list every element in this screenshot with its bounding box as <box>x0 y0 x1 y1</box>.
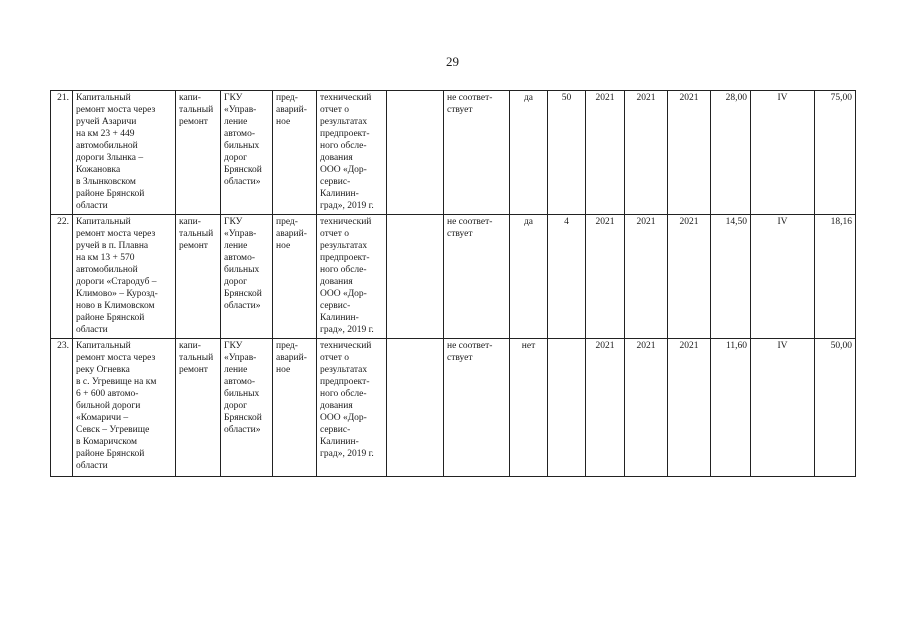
year-3: 2021 <box>668 215 711 339</box>
quantity: 50 <box>548 91 586 215</box>
table-row <box>51 339 856 477</box>
empty-cell <box>387 339 444 477</box>
object-description: Капитальный ремонт моста через реку Огневка в с. Угревище на км 6 + 600 автомо- бильной дороги «Комаричи – Севск – Угревище в Комаричском районе Брянской области <box>73 339 176 477</box>
bridge-repair-table <box>50 90 856 477</box>
flag: да <box>510 215 548 339</box>
flag: да <box>510 91 548 215</box>
row-number: 21. <box>51 91 73 215</box>
condition: пред- аварий- ное <box>273 91 317 215</box>
length: 28,00 <box>711 91 751 215</box>
row-number: 22. <box>51 215 73 339</box>
year-3: 2021 <box>668 91 711 215</box>
category: IV <box>751 91 815 215</box>
year-2: 2021 <box>625 91 668 215</box>
condition: пред- аварий- ное <box>273 215 317 339</box>
amount: 75,00 <box>815 91 856 215</box>
work-type: капи- тальный ремонт <box>176 215 221 339</box>
empty-cell <box>387 215 444 339</box>
customer: ГКУ «Управ- ление автомо- бильных дорог Брянской области» <box>221 339 273 477</box>
compliance: не соответ- ствует <box>444 339 510 477</box>
length: 11,60 <box>711 339 751 477</box>
work-type: капи- тальный ремонт <box>176 91 221 215</box>
year-1: 2021 <box>586 91 625 215</box>
row-number: 23. <box>51 339 73 477</box>
year-2: 2021 <box>625 215 668 339</box>
year-3: 2021 <box>668 339 711 477</box>
category: IV <box>751 339 815 477</box>
amount: 50,00 <box>815 339 856 477</box>
compliance: не соответ- ствует <box>444 215 510 339</box>
flag: нет <box>510 339 548 477</box>
compliance: не соответ- ствует <box>444 91 510 215</box>
customer: ГКУ «Управ- ление автомо- бильных дорог Брянской области» <box>221 91 273 215</box>
page-number: 29 <box>446 54 459 69</box>
year-1: 2021 <box>586 215 625 339</box>
length: 14,50 <box>711 215 751 339</box>
customer: ГКУ «Управ- ление автомо- бильных дорог Брянской области» <box>221 215 273 339</box>
year-2: 2021 <box>625 339 668 477</box>
quantity: 4 <box>548 215 586 339</box>
condition: пред- аварий- ное <box>273 339 317 477</box>
object-description: Капитальный ремонт моста через ручей в п. Плавна на км 13 + 570 автомобильной дороги «Стародуб – Климово» – Курозд- ново в Климовском районе Брянской области <box>73 215 176 339</box>
year-1: 2021 <box>586 339 625 477</box>
empty-cell <box>387 91 444 215</box>
category: IV <box>751 215 815 339</box>
table-row <box>51 91 856 215</box>
basis-document: технический отчет о результатах предпроект- ного обсле- дования ООО «Дор- сервис- Калинин- град», 2019 г. <box>317 91 387 215</box>
table-row <box>51 215 856 339</box>
basis-document: технический отчет о результатах предпроект- ного обсле- дования ООО «Дор- сервис- Калинин- град», 2019 г. <box>317 215 387 339</box>
amount: 18,16 <box>815 215 856 339</box>
object-description: Капитальный ремонт моста через ручей Азаричи на км 23 + 449 автомобильной дороги Злынка – Кожановка в Злынковском районе Брянской области <box>73 91 176 215</box>
work-type: капи- тальный ремонт <box>176 339 221 477</box>
basis-document: технический отчет о результатах предпроект- ного обсле- дования ООО «Дор- сервис- Калинин- град», 2019 г. <box>317 339 387 477</box>
quantity <box>548 339 586 477</box>
